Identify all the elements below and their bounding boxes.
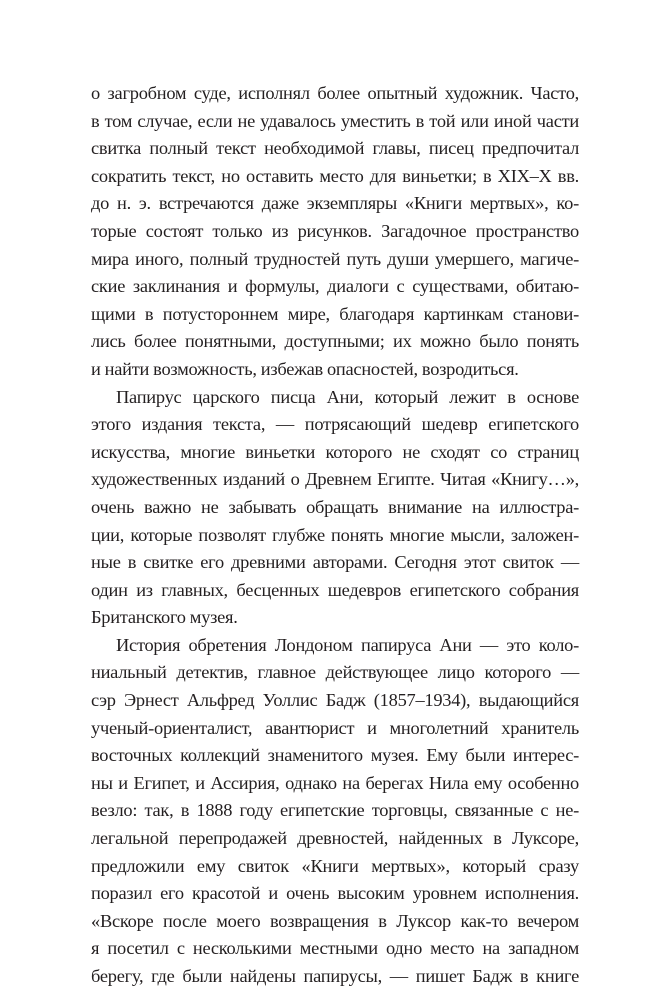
text-line: ские заклинания и формулы, диалоги с существами, обитаю- xyxy=(91,276,579,297)
text-line: ны и Египет, и Ассирия, однако на берегах Нила ему особенно xyxy=(91,772,579,793)
text-line: легальной перепродажей древностей, найденных в Луксоре, xyxy=(91,828,579,849)
text-line: в том случае, если не удавалось уместить в той или иной части xyxy=(91,110,579,131)
text-line: «Вскоре после моего возвращения в Луксор как-то вечером xyxy=(91,910,579,931)
text-line: сократить текст, но оставить место для виньетки; в XIX–X вв. xyxy=(91,165,579,186)
text-line: этого издания текста, — потрясающий шедевр египетского xyxy=(91,414,579,435)
text-line: торые состоят только из рисунков. Загадочное пространство xyxy=(91,220,579,241)
text-line: ниальный детектив, главное действующее лицо которого — xyxy=(91,662,579,683)
text-line: предложили ему свиток «Книги мертвых», который сразу xyxy=(91,855,579,876)
text-line: восточных коллекций знаменитого музея. Ему были интерес- xyxy=(91,745,579,766)
text-line: и найти возможность, избежав опасностей, возродиться. xyxy=(91,358,519,379)
text-line: художественных изданий о Древнем Египте. Читая «Книгу…», xyxy=(91,469,579,490)
text-line: один из главных, бесценных шедевров египетского собрания xyxy=(91,579,579,600)
text-line: ученый-ориенталист, авантюрист и многолетний хранитель xyxy=(91,717,579,738)
text-line: о загробном суде, исполнял более опытный художник. Часто, xyxy=(91,83,579,103)
paragraph-first-line: История обретения Лондоном папируса Ани — это коло- xyxy=(116,634,579,655)
text-line: берегу, где были найдены папирусы, — пишет Бадж в книге xyxy=(91,966,579,986)
text-line: щими в потустороннем мире, благодаря картинкам станови- xyxy=(91,303,579,324)
text-line: мира иного, полный трудностей путь души умершего, магиче- xyxy=(91,248,579,269)
text-line: искусства, многие виньетки которого не сходят со страниц xyxy=(91,441,579,462)
text-line: до н. э. встречаются даже экземпляры «Книги мертвых», ко- xyxy=(91,193,579,214)
body-text xyxy=(91,80,579,991)
text-line: ные в свитке его древними авторами. Сегодня этот свиток — xyxy=(91,552,579,573)
text-line: ции, которые позволят глубже понять многие мысли, заложен- xyxy=(91,524,579,545)
text-line: Британского музея. xyxy=(91,607,238,628)
text-line: сэр Эрнест Альфред Уоллис Бадж (1857–1934), выдающийся xyxy=(91,690,579,711)
text-line: везло: так, в 1888 году египетские торговцы, связанные с не- xyxy=(91,800,579,821)
text-line: очень важно не забывать обращать внимание на иллюстра- xyxy=(91,496,579,517)
text-line: свитка полный текст необходимой главы, писец предпочитал xyxy=(91,138,579,159)
text-line: лись более понятными, доступными; их можно было понять xyxy=(91,331,579,352)
text-line: я посетил с несколькими местными одно место на западном xyxy=(91,938,579,959)
text-line: поразил его красотой и очень высоким уровнем исполнения. xyxy=(91,883,579,904)
paragraph-first-line: Папирус царского писца Ани, который лежит в основе xyxy=(116,386,579,407)
